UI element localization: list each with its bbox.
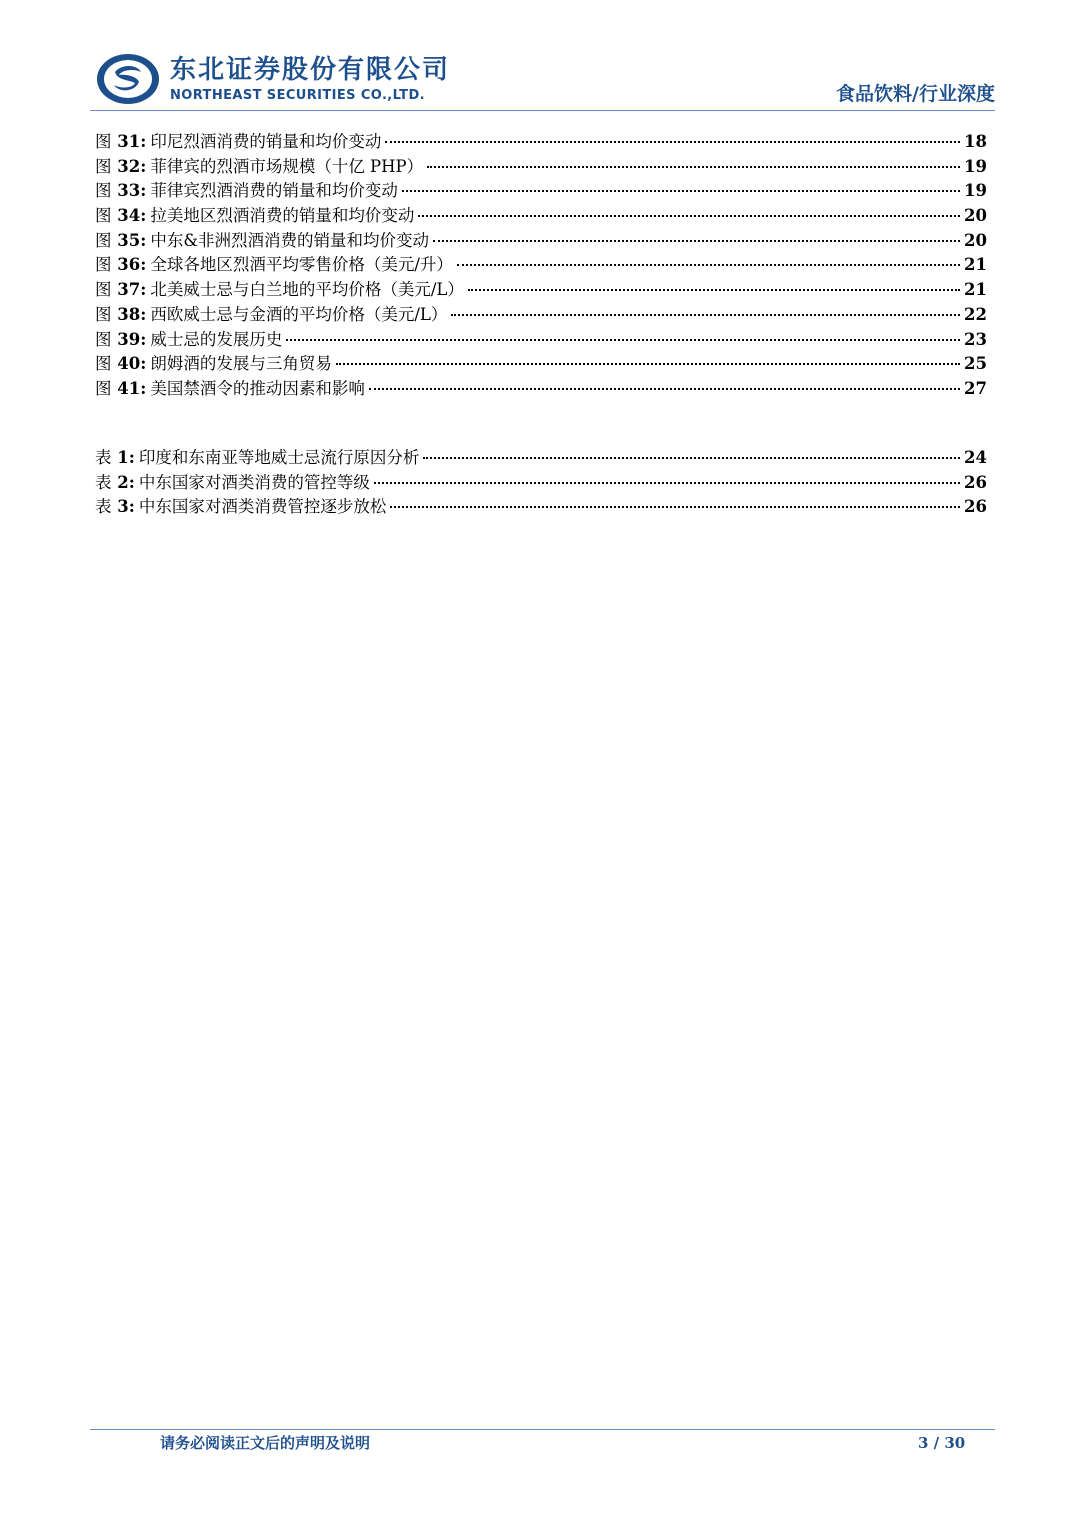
entry-page: 22 [964, 304, 987, 324]
footer-divider [90, 1429, 995, 1430]
entry-title: 中东国家对酒类消费管控逐步放松 [138, 497, 387, 517]
toc-entry[interactable] [95, 493, 987, 518]
entry-page: 19 [964, 156, 987, 176]
toc-entry[interactable] [95, 276, 987, 301]
dot-leader [385, 141, 960, 143]
entry-page: 19 [964, 181, 987, 201]
dot-leader [374, 482, 960, 484]
toc-entry[interactable] [95, 350, 987, 375]
entry-label: 图 40: [95, 354, 147, 374]
entry-label: 图 36: [95, 255, 147, 275]
dot-leader [418, 215, 960, 217]
dot-leader [451, 314, 960, 316]
entry-title: 北美威士忌与白兰地的平均价格（美元/L） [150, 280, 464, 300]
entry-page: 20 [964, 230, 987, 250]
entry-label: 表 2: [95, 472, 135, 492]
toc-entry[interactable] [95, 301, 987, 326]
entry-title: 美国禁酒令的推动因素和影响 [150, 378, 365, 398]
entry-label: 图 32: [95, 156, 147, 176]
dot-leader [433, 240, 960, 242]
entry-page: 20 [964, 206, 987, 226]
entry-label: 图 33: [95, 181, 147, 201]
entry-page: 25 [964, 354, 987, 374]
toc-entry[interactable] [95, 227, 987, 252]
dot-leader [402, 190, 960, 192]
figure-list [95, 128, 987, 400]
toc-entry[interactable] [95, 326, 987, 351]
entry-page: 27 [964, 378, 987, 398]
toc-entry[interactable] [95, 128, 987, 153]
entry-label: 图 37: [95, 280, 147, 300]
entry-page: 24 [964, 448, 987, 467]
entry-label: 表 3: [95, 497, 135, 517]
dot-leader [423, 457, 960, 459]
toc-entry[interactable] [95, 469, 987, 494]
toc-entry[interactable] [95, 202, 987, 227]
entry-label: 图 35: [95, 230, 147, 250]
entry-title: 菲律宾的烈酒市场规模（十亿 PHP） [150, 156, 424, 176]
entry-title: 中东国家对酒类消费的管控等级 [138, 472, 370, 492]
entry-title: 中东&非洲烈酒消费的销量和均价变动 [150, 230, 429, 250]
entry-label: 图 41: [95, 378, 147, 398]
dot-leader [369, 388, 960, 390]
disclaimer-note: 请务必阅读正文后的声明及说明 [160, 1434, 371, 1452]
entry-title: 全球各地区烈酒平均零售价格（美元/升） [150, 255, 453, 275]
dot-leader [457, 264, 960, 266]
entry-title: 印度和东南亚等地威士忌流行原因分析 [138, 448, 420, 467]
dot-leader [390, 506, 960, 508]
entry-title: 拉美地区烈酒消费的销量和均价变动 [150, 206, 415, 226]
entry-title: 威士忌的发展历史 [150, 329, 283, 349]
page-header [0, 0, 1080, 115]
entry-label: 图 39: [95, 329, 147, 349]
toc-entry[interactable] [95, 375, 987, 400]
entry-title: 菲律宾烈酒消费的销量和均价变动 [150, 181, 398, 201]
toc-entry[interactable] [95, 444, 987, 469]
dot-leader [427, 166, 960, 168]
entry-title: 印尼烈酒消费的销量和均价变动 [150, 132, 382, 151]
entry-label: 图 38: [95, 304, 147, 324]
entry-page: 21 [964, 280, 987, 300]
toc-entry[interactable] [95, 251, 987, 276]
report-section-label: 食品饮料/行业深度 [836, 83, 995, 105]
entry-title: 西欧威士忌与金酒的平均价格（美元/L） [150, 304, 448, 324]
company-name-en: NORTHEAST SECURITIES CO.,LTD. [170, 88, 425, 103]
entry-label: 图 31: [95, 132, 147, 151]
table-list [95, 444, 987, 518]
entry-page: 26 [964, 472, 987, 492]
toc-entry[interactable] [95, 177, 987, 202]
entry-page: 26 [964, 497, 987, 517]
dot-leader [286, 339, 960, 341]
entry-page: 21 [964, 255, 987, 275]
dot-leader [468, 289, 960, 291]
toc-entry[interactable] [95, 153, 987, 178]
page-number: 3 / 30 [918, 1434, 966, 1452]
entry-page: 23 [964, 329, 987, 349]
entry-title: 朗姆酒的发展与三角贸易 [150, 354, 332, 374]
header-divider [90, 110, 995, 111]
entry-label: 图 34: [95, 206, 147, 226]
dot-leader [336, 363, 960, 365]
company-logo-icon [95, 52, 161, 106]
entry-label: 表 1: [95, 448, 135, 467]
entry-page: 18 [964, 132, 987, 151]
company-name-cn: 东北证券股份有限公司 [170, 55, 451, 85]
